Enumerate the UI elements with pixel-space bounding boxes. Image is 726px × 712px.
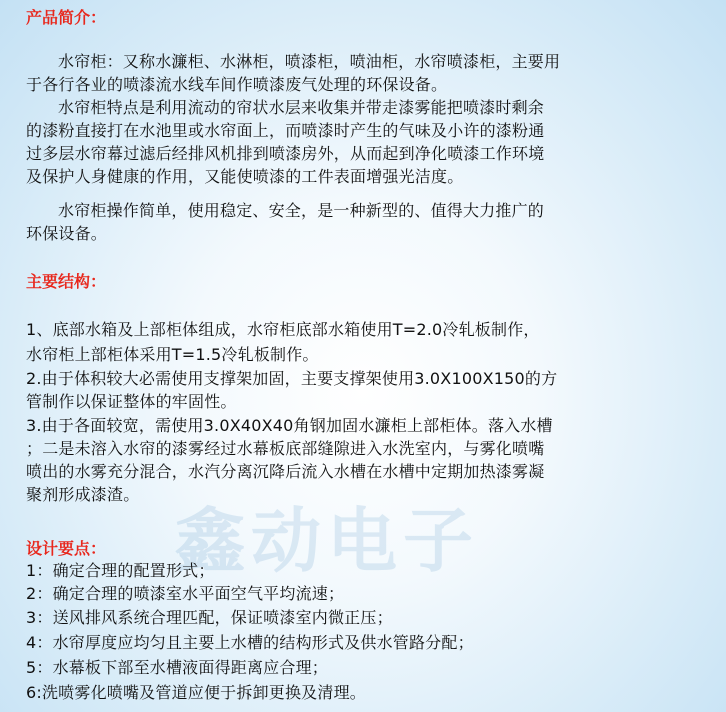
design-heading: 设计要点： — [26, 539, 107, 558]
intro-line: 水帘柜操作简单，使用稳定、安全，是一种新型的、值得大力推广的 — [58, 201, 545, 220]
structure-line: 管制作以保证整体的牢固性。 — [26, 392, 237, 411]
intro-heading: 产品简介： — [26, 8, 107, 27]
design-line: 6:洗喷雾化喷嘴及管道应便于拆卸更换及清理。 — [26, 683, 366, 702]
structure-line: 聚剂形成漆渣。 — [26, 485, 140, 504]
structure-line: 1、底部水箱及上部柜体组成，水帘柜底部水箱使用T=2.0冷轧板制作， — [26, 320, 540, 339]
intro-line: 的漆粉直接打在水池里或水帘面上，而喷漆时产生的气味及小许的漆粉通 — [26, 121, 545, 140]
structure-line: 3.由于各面较宽，需使用3.0X40X40角钢加固水濂柜上部柜体。落入水槽 — [26, 416, 553, 435]
intro-line: 水帘柜：又称水濂柜、水淋柜，喷漆柜，喷油柜，水帘喷漆柜，主要用 — [58, 52, 561, 71]
structure-line: ；二是未溶入水帘的漆雾经过水幕板底部缝隙进入水洗室内，与雾化喷嘴 — [26, 439, 545, 458]
design-line: 2：确定合理的喷漆室水平面空气平均流速； — [26, 584, 345, 603]
intro-line: 水帘柜特点是利用流动的帘状水层来收集并带走漆雾能把喷漆时剩余 — [58, 98, 545, 117]
design-line: 5：水幕板下部至水槽液面得距离应合理； — [26, 658, 328, 677]
structure-line: 水帘柜上部柜体采用T=1.5冷轧板制作。 — [26, 345, 319, 364]
watermark-text: 鑫动电子 — [175, 500, 479, 582]
intro-line: 及保护人身健康的作用，又能使喷漆的工件表面增强光洁度。 — [26, 167, 464, 186]
design-line: 4：水帘厚度应均匀且主要上水槽的结构形式及供水管路分配； — [26, 633, 474, 652]
structure-line: 喷出的水雾充分混合，水汽分离沉降后流入水槽在水槽中定期加热漆雾凝 — [26, 462, 545, 481]
intro-line: 环保设备。 — [26, 224, 108, 243]
intro-line: 于各行各业的喷漆流水线车间作喷漆废气处理的环保设备。 — [26, 75, 448, 94]
design-line: 3：送风排风系统合理匹配，保证喷漆室内微正压； — [26, 608, 393, 627]
design-line: 1：确定合理的配置形式； — [26, 561, 215, 580]
intro-line: 过多层水帘幕过滤后经排风机排到喷漆房外，从而起到净化喷漆工作环境 — [26, 144, 545, 163]
structure-line: 2.由于体积较大必需使用支撑架加固，主要支撑架使用3.0X100X150的方 — [26, 369, 558, 388]
structure-heading: 主要结构： — [26, 272, 107, 291]
